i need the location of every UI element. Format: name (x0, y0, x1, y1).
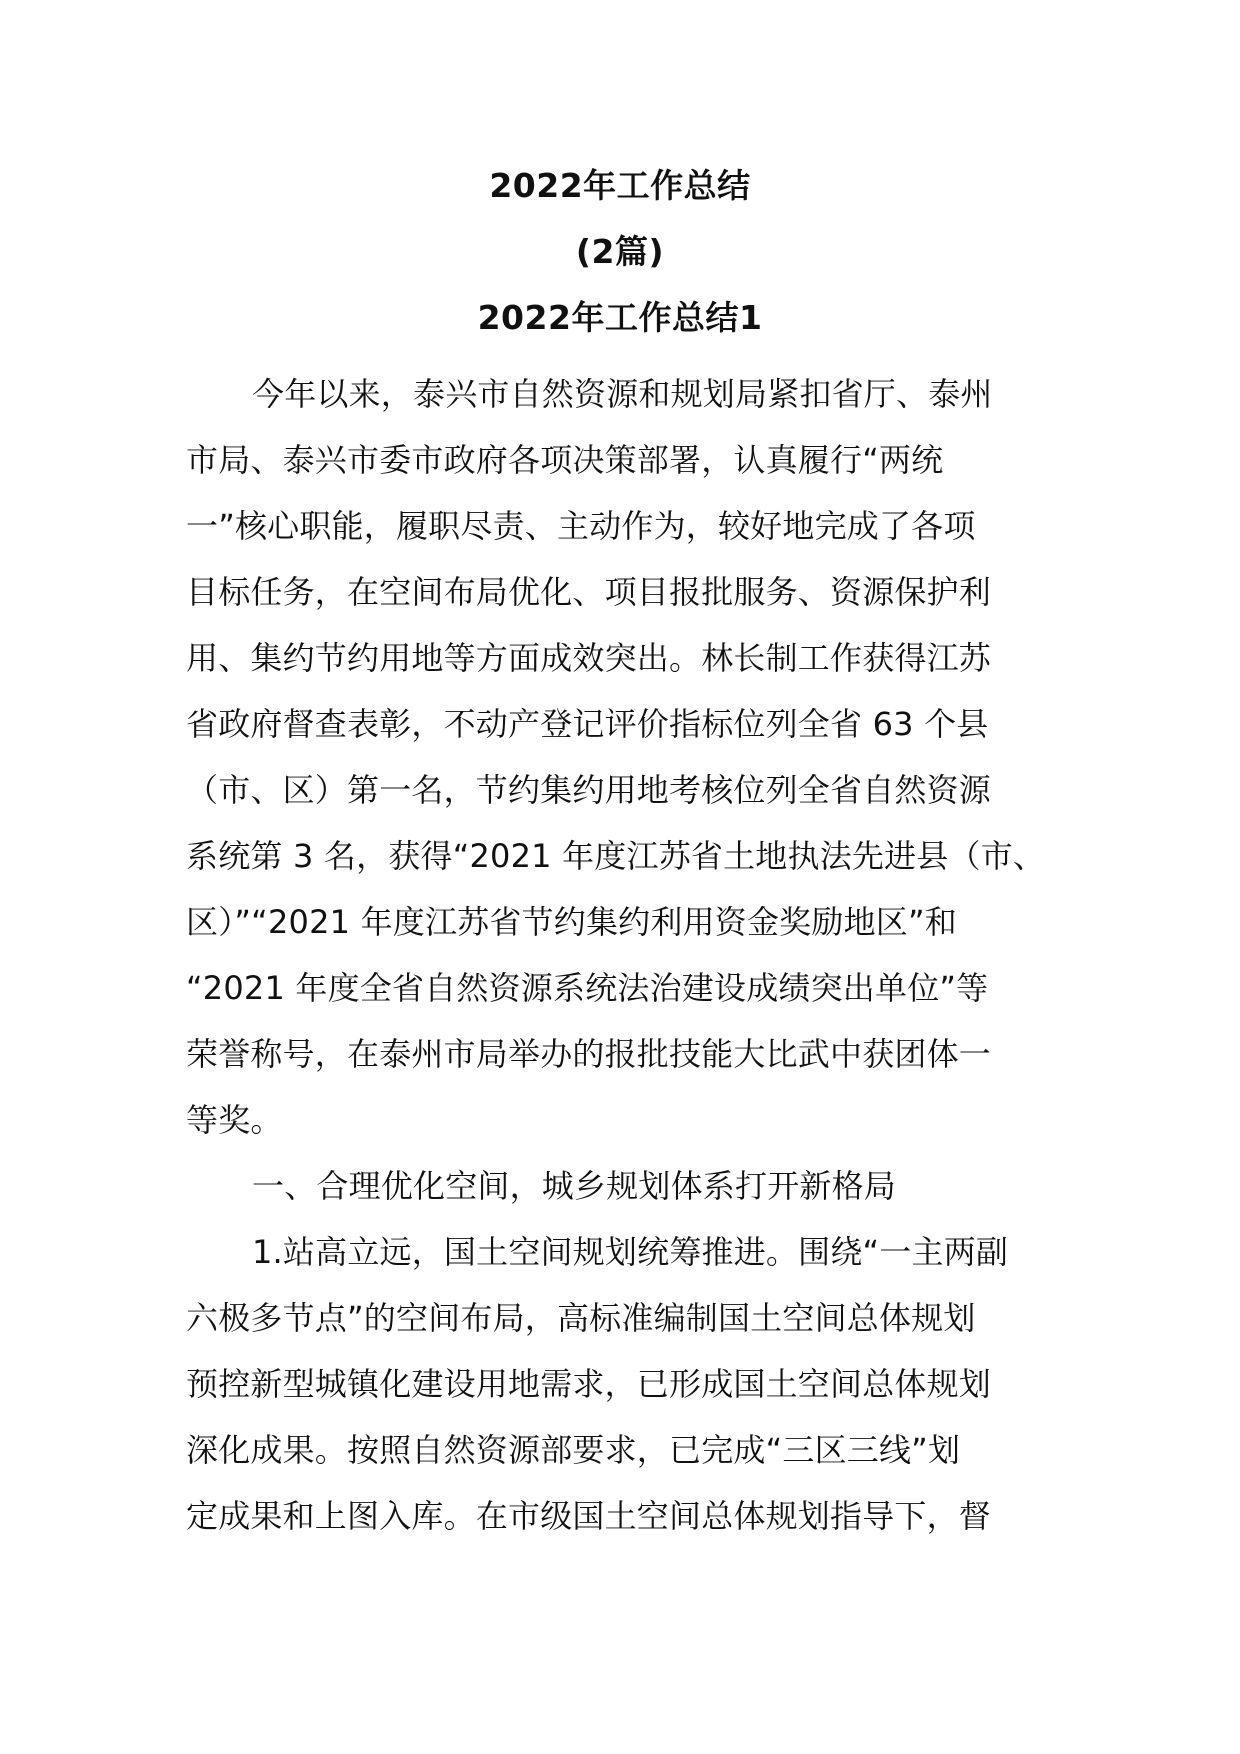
body-line: 等奖。 (186, 1101, 283, 1139)
document-title: 2022年工作总结 (489, 166, 751, 205)
body-line: 深化成果。按照自然资源部要求，已完成“三区三线”划 (186, 1431, 961, 1469)
document-subtitle: (2篇) (575, 232, 665, 271)
body-line: 用、集约节约用地等方面成效突出。林长制工作获得江苏 (186, 639, 992, 677)
body-line: 今年以来，泰兴市自然资源和规划局紧扣省厅、泰州 (252, 375, 993, 413)
body-line: 系统第 3 名，获得“2021 年度江苏省土地执法先进县（市、 (186, 837, 1046, 875)
body-line: 目标任务，在空间布局优化、项目报批服务、资源保护利 (186, 573, 992, 611)
section-title: 2022年工作总结1 (477, 298, 763, 337)
body-line: 荣誉称号，在泰州市局举办的报批技能大比武中获团体一 (186, 1035, 992, 1073)
body-line: 1.站高立远，国土空间规划统筹推进。围绕“一主两副 (252, 1233, 1009, 1271)
body-line: 区）”“2021 年度江苏省节约集约利用资金奖励地区”和 (186, 903, 957, 941)
body-line: 市局、泰兴市委市政府各项决策部署，认真履行“两统 (186, 441, 944, 479)
body-line: “2021 年度全省自然资源系统法治建设成绩突出单位”等 (186, 969, 989, 1007)
document-body (186, 361, 1066, 1549)
section-heading: 一、合理优化空间，城乡规划体系打开新格局 (252, 1167, 897, 1205)
body-line: 预控新型城镇化建设用地需求，已形成国土空间总体规划 (186, 1365, 992, 1403)
body-line: 一”核心职能，履职尽责、主动作为，较好地完成了各项 (186, 507, 976, 545)
body-line: 定成果和上图入库。在市级国土空间总体规划指导下，督 (186, 1497, 992, 1535)
body-line: 省政府督查表彰，不动产登记评价指标位列全省 63 个县 (186, 705, 989, 743)
body-line: （市、区）第一名，节约集约用地考核位列全省自然资源 (186, 771, 992, 809)
body-line: 六极多节点”的空间布局，高标准编制国土空间总体规划 (186, 1299, 976, 1337)
